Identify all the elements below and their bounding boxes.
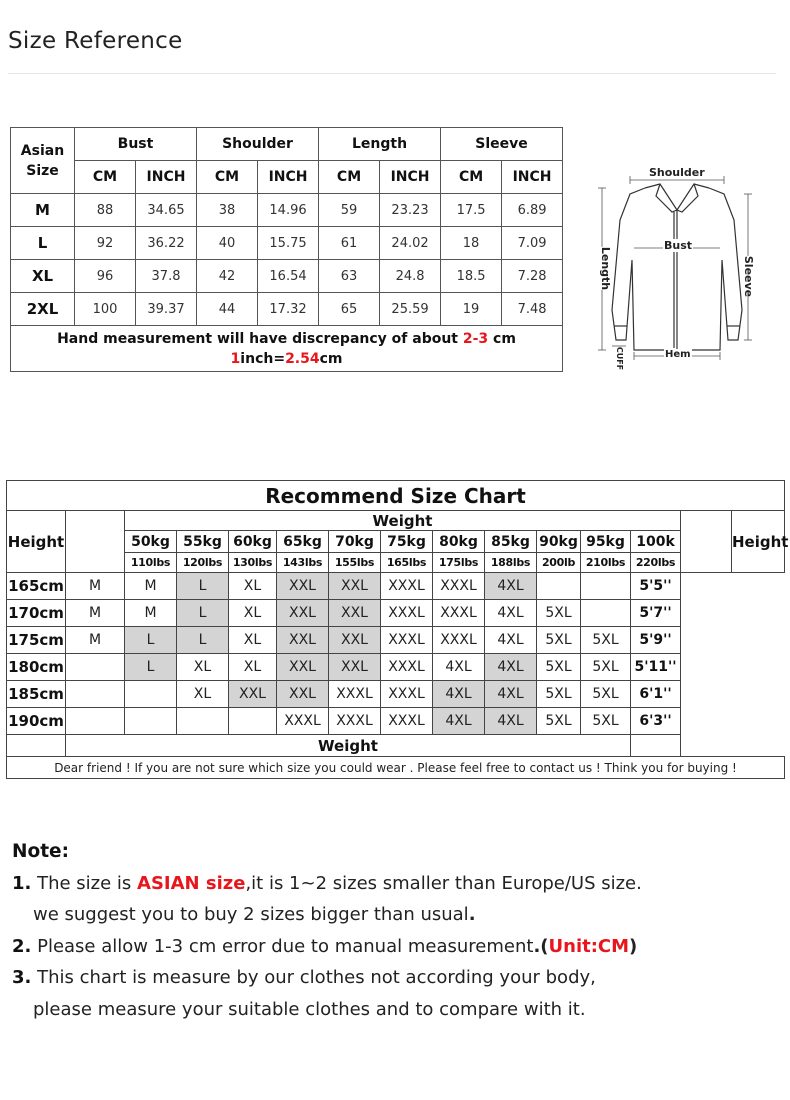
recommend-size-chart bbox=[6, 480, 789, 779]
height-cm-cell: 170cm bbox=[7, 600, 66, 627]
height-row bbox=[7, 627, 785, 654]
weight-lbs-cell: 175lbs bbox=[433, 553, 485, 573]
recommended-size-cell: XXL bbox=[277, 681, 329, 708]
recommended-size-cell: 4XL bbox=[485, 573, 537, 600]
recommended-size-cell bbox=[66, 681, 125, 708]
measurement-cell: 96 bbox=[75, 260, 136, 293]
height-label-right: Height bbox=[732, 511, 785, 573]
page-title: Size Reference bbox=[8, 28, 183, 54]
recommended-size-cell: 5XL bbox=[581, 654, 631, 681]
weight-lbs-cell: 110lbs bbox=[125, 553, 177, 573]
notes-heading: Note: bbox=[12, 841, 69, 862]
unit-cm: CM bbox=[319, 161, 380, 194]
recommended-size-cell: 4XL bbox=[433, 708, 485, 735]
measurement-cell: 17.5 bbox=[441, 194, 502, 227]
height-row bbox=[7, 708, 785, 735]
weight-kg-cell: 100k bbox=[631, 531, 681, 553]
height-cm-cell: 190cm bbox=[7, 708, 66, 735]
recommended-size-cell: XXXL bbox=[381, 627, 433, 654]
measurement-cell: 39.37 bbox=[136, 293, 197, 326]
recommended-size-cell bbox=[125, 681, 177, 708]
recommended-size-cell bbox=[581, 600, 631, 627]
height-cm-cell: 175cm bbox=[7, 627, 66, 654]
size-reference-table bbox=[10, 127, 563, 372]
recommended-size-cell: XL bbox=[177, 654, 229, 681]
contact-footer: Dear friend ! If you are not sure which size you could wear . Please feel free to contact us ! Think you for buying ! bbox=[7, 757, 785, 779]
note-3: 3. This chart is measure by our clothes not according your body, bbox=[12, 967, 596, 988]
shirt-measurement-diagram bbox=[590, 160, 760, 375]
recommended-size-cell: 4XL bbox=[485, 708, 537, 735]
measurement-cell: 6.89 bbox=[502, 194, 563, 227]
weight-lbs-cell: 155lbs bbox=[329, 553, 381, 573]
weight-lbs-cell: 143lbs bbox=[277, 553, 329, 573]
recommended-size-cell bbox=[537, 573, 581, 600]
height-row bbox=[7, 681, 785, 708]
height-ft-cell: 6'1'' bbox=[631, 681, 681, 708]
size-row bbox=[11, 260, 563, 293]
size-label: XL bbox=[11, 260, 75, 293]
recommended-size-cell: 5XL bbox=[537, 681, 581, 708]
height-cm-cell: 180cm bbox=[7, 654, 66, 681]
recommend-chart-title: Recommend Size Chart bbox=[7, 481, 785, 511]
weight-lbs-cell: 210lbs bbox=[581, 553, 631, 573]
weight-lbs-cell: 165lbs bbox=[381, 553, 433, 573]
recommended-size-cell: 5XL bbox=[537, 708, 581, 735]
recommended-size-cell: 5XL bbox=[581, 708, 631, 735]
recommended-size-cell: XXXL bbox=[329, 681, 381, 708]
recommended-size-cell: L bbox=[125, 627, 177, 654]
weight-kg-cell: 50kg bbox=[125, 531, 177, 553]
recommended-size-cell: XL bbox=[229, 573, 277, 600]
bust-header: Bust bbox=[75, 128, 197, 161]
height-ft-cell: 5'5'' bbox=[631, 573, 681, 600]
recommended-size-cell: XXL bbox=[277, 573, 329, 600]
measurement-cell: 38 bbox=[197, 194, 258, 227]
notes-section bbox=[12, 836, 772, 1025]
height-row bbox=[7, 573, 785, 600]
note-1-line2: we suggest you to buy 2 sizes bigger than usual. bbox=[33, 904, 476, 925]
bottom-right-cell bbox=[631, 735, 681, 757]
recommended-size-cell: M bbox=[66, 573, 125, 600]
measurement-cell: 16.54 bbox=[258, 260, 319, 293]
recommended-size-cell: M bbox=[125, 573, 177, 600]
weight-lbs-cell: 130lbs bbox=[229, 553, 277, 573]
weight-kg-cell: 90kg bbox=[537, 531, 581, 553]
unit-inch: INCH bbox=[136, 161, 197, 194]
height-row bbox=[7, 600, 785, 627]
recommended-size-cell: XXXL bbox=[433, 573, 485, 600]
height-row bbox=[7, 654, 785, 681]
recommended-size-cell: XXXL bbox=[381, 681, 433, 708]
recommended-size-cell: XXXL bbox=[433, 627, 485, 654]
measurement-cell: 19 bbox=[441, 293, 502, 326]
recommended-size-cell bbox=[125, 708, 177, 735]
unit-cm: CM bbox=[75, 161, 136, 194]
size-label: M bbox=[11, 194, 75, 227]
measurement-cell: 25.59 bbox=[380, 293, 441, 326]
measurement-cell: 7.48 bbox=[502, 293, 563, 326]
recommended-size-cell: XL bbox=[229, 600, 277, 627]
note-3-line2: please measure your suitable clothes and to compare with it. bbox=[33, 998, 586, 1020]
recommended-size-cell: XXXL bbox=[277, 708, 329, 735]
note-2: 2. Please allow 1-3 cm error due to manual measurement.(Unit:CM) bbox=[12, 935, 638, 957]
measurement-cell: 59 bbox=[319, 194, 380, 227]
measurement-cell: 34.65 bbox=[136, 194, 197, 227]
recommended-size-cell: XXL bbox=[277, 654, 329, 681]
weight-kg-cell: 60kg bbox=[229, 531, 277, 553]
recommended-size-cell: XL bbox=[229, 627, 277, 654]
recommended-size-cell: 4XL bbox=[433, 681, 485, 708]
weight-header-bottom: Weight bbox=[66, 735, 631, 757]
recommended-size-cell: XL bbox=[177, 681, 229, 708]
recommended-size-cell: 5XL bbox=[537, 654, 581, 681]
weight-kg-cell: 65kg bbox=[277, 531, 329, 553]
sleeve-header: Sleeve bbox=[441, 128, 563, 161]
measurement-cell: 18 bbox=[441, 227, 502, 260]
weight-kg-cell: 55kg bbox=[177, 531, 229, 553]
measurement-cell: 65 bbox=[319, 293, 380, 326]
unit-inch: INCH bbox=[502, 161, 563, 194]
recommended-size-cell: XXXL bbox=[381, 708, 433, 735]
recommended-size-cell: M bbox=[66, 600, 125, 627]
recommended-size-cell: XXXL bbox=[381, 600, 433, 627]
measurement-cell: 88 bbox=[75, 194, 136, 227]
measurement-cell: 44 bbox=[197, 293, 258, 326]
recommended-size-cell: 5XL bbox=[537, 600, 581, 627]
recommended-size-cell bbox=[581, 573, 631, 600]
length-label: Length bbox=[599, 246, 613, 291]
measurement-cell: 18.5 bbox=[441, 260, 502, 293]
length-header: Length bbox=[319, 128, 441, 161]
recommended-size-cell: 4XL bbox=[485, 600, 537, 627]
sleeve-label: Sleeve bbox=[742, 255, 756, 298]
measurement-cell: 40 bbox=[197, 227, 258, 260]
weight-kg-cell: 85kg bbox=[485, 531, 537, 553]
recommended-size-cell: 4XL bbox=[485, 627, 537, 654]
recommended-size-cell: 5XL bbox=[581, 681, 631, 708]
size-label: 2XL bbox=[11, 293, 75, 326]
height-cm-cell: 185cm bbox=[7, 681, 66, 708]
shirt-outline-icon bbox=[590, 160, 760, 375]
cuff-label: CUFF bbox=[615, 346, 625, 371]
recommended-size-cell bbox=[66, 708, 125, 735]
size-label: L bbox=[11, 227, 75, 260]
measurement-cell: 24.8 bbox=[380, 260, 441, 293]
measurement-cell: 24.02 bbox=[380, 227, 441, 260]
recommended-size-cell: 5XL bbox=[581, 627, 631, 654]
recommended-size-cell: XXXL bbox=[329, 708, 381, 735]
recommended-size-cell: XXL bbox=[329, 600, 381, 627]
measurement-note: Hand measurement will have discrepancy of about 2-3 cm 1inch=2.54cm bbox=[11, 326, 563, 372]
weight-lbs-cell: 200lb bbox=[537, 553, 581, 573]
recommended-size-cell: 4XL bbox=[433, 654, 485, 681]
height-ft-cell: 5'7'' bbox=[631, 600, 681, 627]
size-row bbox=[11, 194, 563, 227]
recommended-size-cell: M bbox=[66, 627, 125, 654]
height-label-left: Height bbox=[7, 511, 66, 573]
weight-kg-cell: 95kg bbox=[581, 531, 631, 553]
measurement-cell: 17.32 bbox=[258, 293, 319, 326]
recommended-size-cell: 5XL bbox=[537, 627, 581, 654]
recommended-size-cell: XXL bbox=[229, 681, 277, 708]
weight-lbs-cell: 120lbs bbox=[177, 553, 229, 573]
measurement-cell: 36.22 bbox=[136, 227, 197, 260]
recommended-size-cell bbox=[66, 654, 125, 681]
recommended-size-cell: XXXL bbox=[381, 573, 433, 600]
asian-size-header: Asian Size bbox=[11, 128, 75, 194]
hem-label: Hem bbox=[665, 349, 691, 360]
recommended-size-cell: XXXL bbox=[433, 600, 485, 627]
title-divider bbox=[8, 73, 776, 74]
measurement-cell: 23.23 bbox=[380, 194, 441, 227]
measurement-cell: 42 bbox=[197, 260, 258, 293]
weight-kg-cell: 75kg bbox=[381, 531, 433, 553]
weight-lbs-cell: 220lbs bbox=[631, 553, 681, 573]
recommended-size-cell: XXL bbox=[329, 627, 381, 654]
recommended-size-cell: XL bbox=[229, 654, 277, 681]
unit-inch: INCH bbox=[380, 161, 441, 194]
recommended-size-cell: XXL bbox=[329, 654, 381, 681]
measurement-cell: 100 bbox=[75, 293, 136, 326]
measurement-cell: 92 bbox=[75, 227, 136, 260]
recommended-size-cell: L bbox=[177, 627, 229, 654]
bust-label: Bust bbox=[664, 239, 693, 252]
bottom-left-cell bbox=[7, 735, 66, 757]
measurement-cell: 15.75 bbox=[258, 227, 319, 260]
corner-cell bbox=[66, 511, 125, 573]
size-row bbox=[11, 293, 563, 326]
recommended-size-cell bbox=[177, 708, 229, 735]
weight-header-top: Weight bbox=[125, 511, 681, 531]
recommended-size-cell: XXL bbox=[329, 573, 381, 600]
size-row bbox=[11, 227, 563, 260]
shoulder-label: Shoulder bbox=[649, 166, 705, 179]
measurement-cell: 61 bbox=[319, 227, 380, 260]
height-ft-cell: 6'3'' bbox=[631, 708, 681, 735]
unit-cm: CM bbox=[441, 161, 502, 194]
recommended-size-cell: L bbox=[177, 600, 229, 627]
note-1: 1. The size is ASIAN size,it is 1~2 sizes smaller than Europe/US size. bbox=[12, 872, 642, 894]
recommended-size-cell bbox=[229, 708, 277, 735]
weight-kg-cell: 70kg bbox=[329, 531, 381, 553]
measurement-cell: 7.09 bbox=[502, 227, 563, 260]
measurement-cell: 7.28 bbox=[502, 260, 563, 293]
shoulder-header: Shoulder bbox=[197, 128, 319, 161]
unit-cm: CM bbox=[197, 161, 258, 194]
recommended-size-cell: 4XL bbox=[485, 681, 537, 708]
measurement-cell: 63 bbox=[319, 260, 380, 293]
recommended-size-cell: XXXL bbox=[381, 654, 433, 681]
weight-lbs-cell: 188lbs bbox=[485, 553, 537, 573]
height-cm-cell: 165cm bbox=[7, 573, 66, 600]
recommended-size-cell: L bbox=[177, 573, 229, 600]
recommended-size-cell: 4XL bbox=[485, 654, 537, 681]
recommended-size-cell: XXL bbox=[277, 627, 329, 654]
recommended-size-cell: XXL bbox=[277, 600, 329, 627]
height-ft-cell: 5'11'' bbox=[631, 654, 681, 681]
weight-kg-cell: 80kg bbox=[433, 531, 485, 553]
recommended-size-cell: M bbox=[125, 600, 177, 627]
recommended-size-cell: L bbox=[125, 654, 177, 681]
corner-cell-right bbox=[681, 511, 732, 573]
measurement-cell: 37.8 bbox=[136, 260, 197, 293]
unit-inch: INCH bbox=[258, 161, 319, 194]
height-ft-cell: 5'9'' bbox=[631, 627, 681, 654]
measurement-cell: 14.96 bbox=[258, 194, 319, 227]
